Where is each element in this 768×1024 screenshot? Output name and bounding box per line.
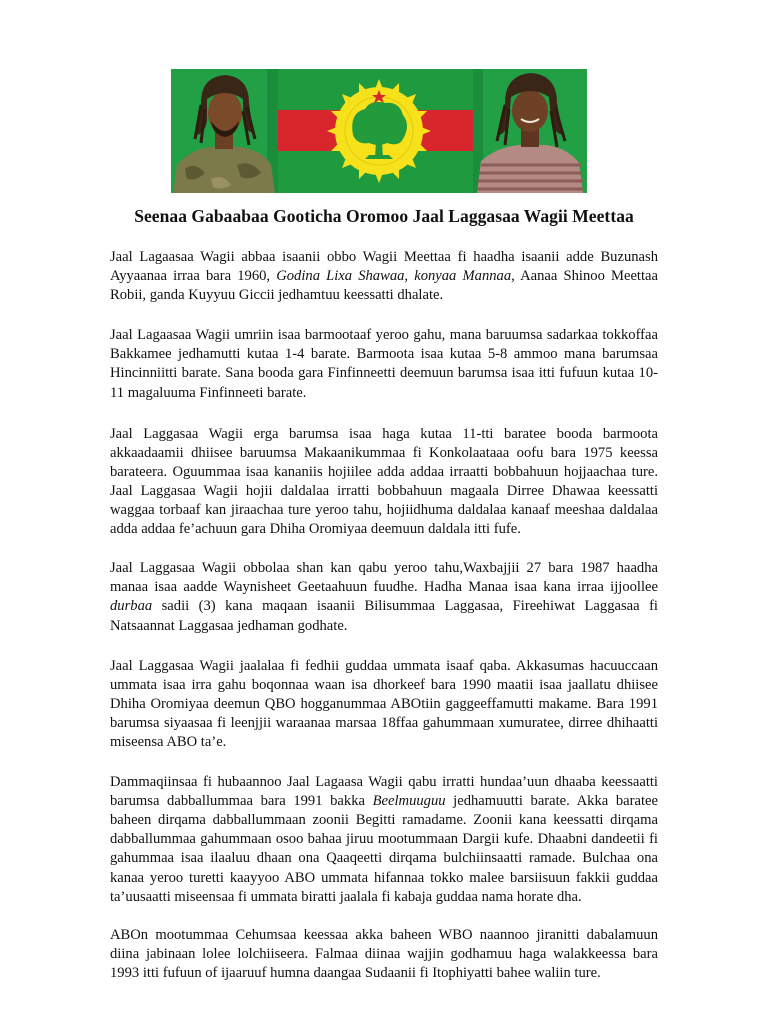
paragraph-text: Dammaqiinsaa fi hubaannoo Jaal Lagaasa Wagii qabu irratti hundaa’uun dhaaba keessaatti barumsa dabballummaa bara 1991 bakka [110,774,658,810]
paragraph-5: Jaal Laggasaa Wagii jaalalaa fi fedhii guddaa ummata isaaf qaba. Akkasumas hacuuccaan ummata isaa irra gahu boqonnaa waan isa dhorkeef bara 1990 maatii isaa jaallatu dhiisee Dhiha Oromiyaa deemun QBO hogganummaa ABOtiin gaggeeffamutti makame. Bara 1991 barumsa siyaasaa fi leenjjii waraanaa marsaa 18ffaa gahummaan xumuratee, dirree dhihaatti miseensa ABO ta’e. [110,657,658,750]
paragraph-1 [110,248,658,305]
paragraph-text: Jaal Lagaasaa Wagii abbaa isaanii obbo Wagii Meettaa fi haadha isaanii adde Buzunash Ayyaanaa irraa bara 1960, [110,249,658,285]
left-portrait-photo [171,69,278,193]
document-body [110,248,658,1003]
paragraph-3: Jaal Laggasaa Wagii erga barumsa isaa haga kutaa 11-tti baratee booda barmoota akkaadaamii dhiisee baruumsa Makaanikummaa fi Konkolaataaa oofu bara 1975 keessa barateera. Oguummaa isaa kananiis hojiilee adda addaa irraatti bobbahuun hojjaachaa ture. Jaal Laggasaa Wagii hojii daldalaa irratti bobbahuun magaala Dirree Dhawaa keessatti waggaa torbaaf kan jiraachaa ture yeroo tahu, hojiidhuma daldalaa kanaaf meeshaa daldalaa adda addaa fe’achuun gara Dhiha Oromiyaa deemuun daldala itti fufe. [110,425,658,538]
paragraph-4 [110,559,658,635]
paragraph-italic-text: durbaa [110,598,153,615]
paragraph-italic-text: Godina Lixa Shawaa, konyaa Mannaa, [276,268,515,285]
paragraph-text: Jaal Laggasaa Wagii obbolaa shan kan qabu yeroo tahu,Waxbajjii 27 bara 1987 haadha manaa isaa aadde Waynisheet Geetaahuun fuudhe. Hadha Manaa isaa kana irraa ijjoollee [110,560,658,596]
paragraph-text: sadii (3) kana maqaan isaanii Bilisummaa Laggasaa, Fireehiwat Laggasaa fi Natsaannat Laggasaa jedhaman godhate. [110,598,658,634]
paragraph-text: Aanaa Shinoo Meettaa Robii, ganda Kuyyuu Giccii jedhamtuu keessatti dhalate. [110,268,658,304]
paragraph-7: ABOn mootummaa Cehumsaa keessaa akka baheen WBO naannoo jiranitti dabalamuun diina jabinaan lolee lolchiiseera. Falmaa diinaa wajjin godhamuu haga walakkeessa bara 1993 itti fufuun of ijaaruuf humna daangaa Sudaanii fi Itophiyatti bahee waliin ture. [110,926,658,981]
paragraph-text: jedhamuutti barate. Akka baratee baheen dirqama dabballummaan zoonii Begitti ramadame. Zoonii kana keessatti dirqama dabballummaa gahummaan osoo bahaa jiruu mootummaan Dargii kufe. Dhaabni dandeetii fi gahummaa isaa ilaaluu dhaan ona Qaaqeetti dirqama bulchiinsaatti ramade. Bulchaa ona kanaa yeroo turetti kaayyoo ABO ummata hifannaa tokko malee barsiisuun fakkii guddaa ta’uusaatti miseensaa fi ummata biratti jaalala fi kabaja guddaa nama horate dha. [110,793,658,905]
paragraph-2: Jaal Lagaasaa Wagii umriin isaa barmootaaf yeroo gahu, mana baruumsa sadarkaa tokkoffaa Bakkamee jedhamutti kutaa 1-4 barate. Barmoota isaa kutaa 5-8 ammoo mana barumsaa Hincinniitti barate. Sana booda gara Finfinneetti deemuun barumsa isaa itti fufuun kutaa 10-11 magaluuma Finfinneeti barate. [110,327,658,401]
header-banner [171,69,587,193]
right-portrait-photo [473,69,587,193]
paragraph-6 [110,773,658,907]
document-title: Seenaa Gabaabaa Gooticha Oromoo Jaal Laggasaa Wagii Meettaa [134,206,634,226]
paragraph-italic-text: Beelmuuguu [372,793,446,810]
